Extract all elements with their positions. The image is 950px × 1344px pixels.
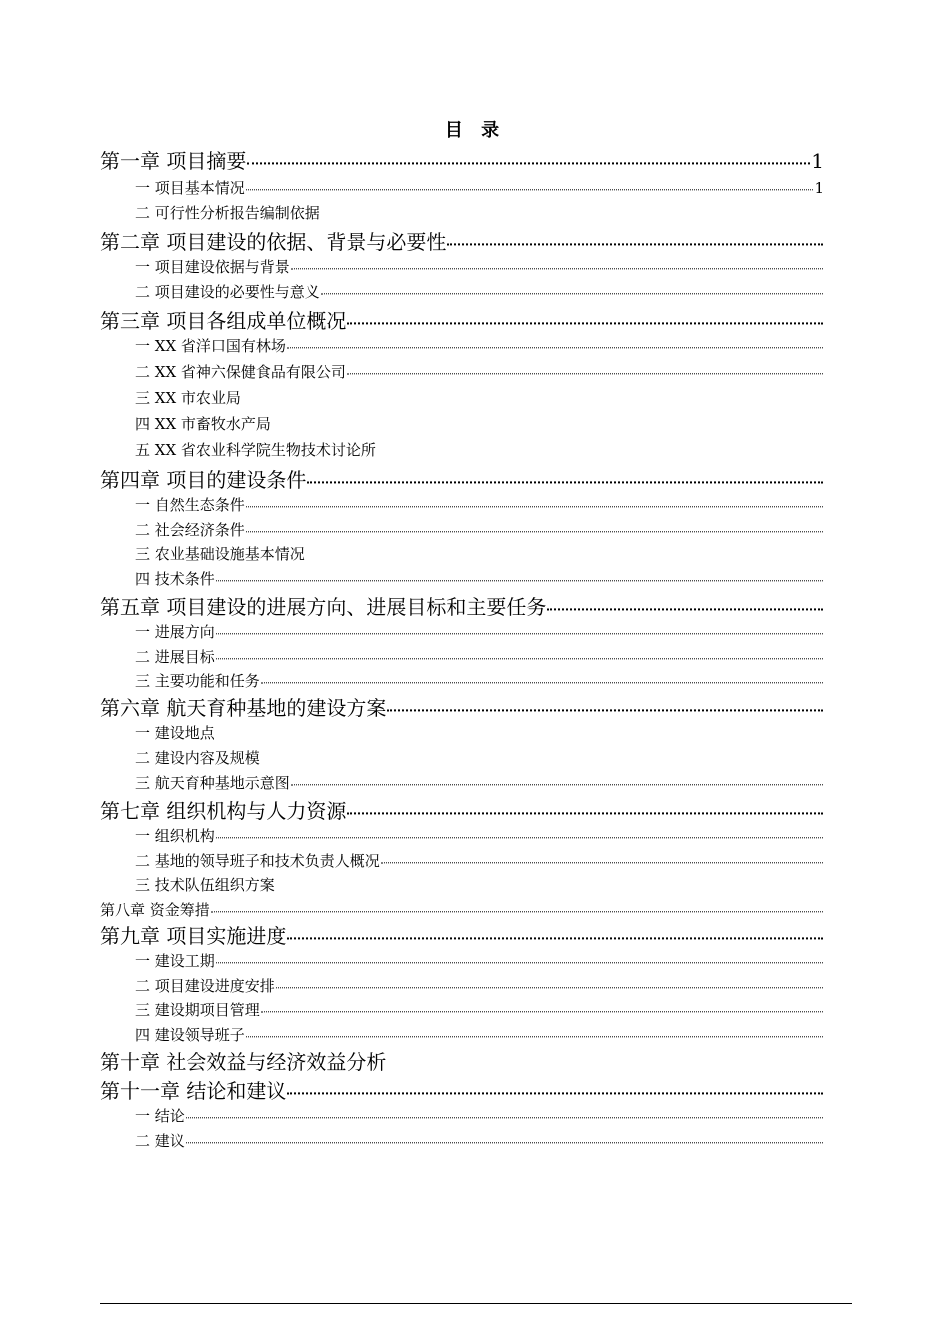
toc-entry-label: 一 进展方向 xyxy=(135,623,215,641)
toc-entry[interactable] xyxy=(100,226,824,254)
toc-entry[interactable] xyxy=(135,722,824,744)
toc-entry-label: 三 技术队伍组织方案 xyxy=(135,876,275,894)
toc-leader-dots xyxy=(216,568,823,581)
toc-entry-label: 一 项目基本情况 xyxy=(135,179,245,197)
toc-entry-label: 第八章 资金筹措 xyxy=(100,901,210,919)
toc-entry-label: 二 社会经济条件 xyxy=(135,521,245,539)
toc-entry[interactable] xyxy=(135,361,824,383)
footer-rule xyxy=(100,1303,852,1304)
toc-entry-label: 第一章 项目摘要 xyxy=(100,149,247,173)
toc-entry[interactable] xyxy=(135,387,824,409)
toc-leader-dots xyxy=(287,1076,823,1094)
toc-leader-dots xyxy=(347,796,823,814)
toc-leader-dots xyxy=(447,227,823,245)
toc-entry[interactable] xyxy=(135,256,824,278)
toc-entry[interactable] xyxy=(135,999,824,1021)
toc-leader-dots xyxy=(347,306,823,324)
toc-entry-label: 一 项目建设依据与背景 xyxy=(135,258,290,276)
toc-entry[interactable] xyxy=(135,772,824,794)
toc-entry[interactable] xyxy=(135,1130,824,1152)
toc-leader-dots xyxy=(186,1130,823,1143)
toc-entry-label: 二 项目建设进度安排 xyxy=(135,977,275,995)
toc-entry-label: 三 农业基础设施基本情况 xyxy=(135,545,305,563)
toc-entry[interactable] xyxy=(135,202,824,224)
toc-leader-dots xyxy=(216,621,823,634)
toc-entry[interactable] xyxy=(135,494,824,516)
toc-entry[interactable] xyxy=(135,850,824,872)
toc-entry-label: 二 XX 省神六保健食品有限公司 xyxy=(135,363,346,381)
toc-entry-label: 第三章 项目各组成单位概况 xyxy=(100,309,347,333)
toc-leader-dots xyxy=(216,825,823,838)
toc-entry-label: 三 主要功能和任务 xyxy=(135,672,260,690)
toc-entry-label: 五 XX 省农业科学院生物技术讨论所 xyxy=(135,441,376,459)
toc-entry-label: 二 基地的领导班子和技术负责人概况 xyxy=(135,852,380,870)
toc-entry[interactable] xyxy=(100,464,824,492)
toc-entry-label: 二 建议 xyxy=(135,1132,185,1150)
toc-leader-dots xyxy=(261,999,823,1012)
toc-leader-dots xyxy=(246,494,823,507)
toc-entry-label: 第十章 社会效益与经济效益分析 xyxy=(100,1050,387,1074)
toc-entry-page: 1 xyxy=(814,179,824,197)
toc-leader-dots xyxy=(246,1024,823,1037)
toc-entry-page: 1 xyxy=(811,149,824,173)
toc-entry[interactable] xyxy=(100,1046,824,1074)
toc-entry-label: 一 建设地点 xyxy=(135,724,215,742)
toc-entry-label: 二 项目建设的必要性与意义 xyxy=(135,283,320,301)
toc-entry[interactable] xyxy=(100,692,824,720)
toc-entry[interactable] xyxy=(135,975,824,997)
toc-entry[interactable] xyxy=(135,950,824,972)
toc-entry[interactable] xyxy=(100,795,824,823)
toc-entry-label: 三 航天育种基地示意图 xyxy=(135,774,290,792)
toc-leader-dots xyxy=(247,146,810,164)
toc-entry[interactable] xyxy=(100,1075,824,1103)
toc-leader-dots xyxy=(321,281,823,294)
toc-entry-label: 三 建设期项目管理 xyxy=(135,1001,260,1019)
toc-entry[interactable] xyxy=(135,519,824,541)
toc-entry-label: 二 进展目标 xyxy=(135,648,215,666)
toc-entry[interactable] xyxy=(135,281,824,303)
toc-leader-dots xyxy=(307,465,823,483)
toc-entry[interactable] xyxy=(135,177,824,199)
toc-entry[interactable] xyxy=(135,874,824,896)
toc-entry[interactable] xyxy=(100,591,824,619)
toc-entry-label: 第二章 项目建设的依据、背景与必要性 xyxy=(100,230,447,254)
toc-entry[interactable] xyxy=(100,145,824,173)
toc-entry[interactable] xyxy=(135,747,824,769)
toc-leader-dots xyxy=(216,950,823,963)
toc-entry[interactable] xyxy=(100,899,824,921)
toc-entry-label: 四 技术条件 xyxy=(135,570,215,588)
toc-entry-label: 一 组织机构 xyxy=(135,827,215,845)
toc-entry-label: 二 可行性分析报告编制依据 xyxy=(135,204,320,222)
toc-leader-dots xyxy=(211,899,823,912)
toc-entry[interactable] xyxy=(135,543,824,565)
toc-entry[interactable] xyxy=(135,646,824,668)
toc-leader-dots xyxy=(387,693,823,711)
toc-entry-label: 第十一章 结论和建议 xyxy=(100,1079,287,1103)
toc-leader-dots xyxy=(246,177,814,190)
toc-entry[interactable] xyxy=(135,568,824,590)
toc-entry[interactable] xyxy=(135,1105,824,1127)
toc-entry-label: 四 建设领导班子 xyxy=(135,1026,245,1044)
toc-leader-dots xyxy=(186,1105,823,1118)
toc-leader-dots xyxy=(287,921,823,939)
toc-leader-dots xyxy=(276,975,823,988)
toc-entry[interactable] xyxy=(135,413,824,435)
toc-leader-dots xyxy=(246,519,823,532)
toc-entry-label: 一 自然生态条件 xyxy=(135,496,245,514)
toc-leader-dots xyxy=(216,646,823,659)
toc-leader-dots xyxy=(347,361,823,374)
toc-entry-label: 二 建设内容及规模 xyxy=(135,749,260,767)
toc-entry[interactable] xyxy=(135,439,824,461)
toc-entry[interactable] xyxy=(135,1024,824,1046)
toc-title: 目 录 xyxy=(444,120,506,141)
toc-entry-label: 第七章 组织机构与人力资源 xyxy=(100,799,347,823)
toc-entry[interactable] xyxy=(100,305,824,333)
toc-entry-label: 第五章 项目建设的进展方向、进展目标和主要任务 xyxy=(100,595,547,619)
toc-leader-dots xyxy=(261,670,823,683)
toc-entry[interactable] xyxy=(135,621,824,643)
toc-entry-label: 四 XX 市畜牧水产局 xyxy=(135,415,271,433)
toc-entry-label: 第六章 航天育种基地的建设方案 xyxy=(100,696,387,720)
toc-entry[interactable] xyxy=(100,920,824,948)
toc-entry[interactable] xyxy=(135,335,824,357)
toc-entry-label: 一 建设工期 xyxy=(135,952,215,970)
toc-entry-label: 一 结论 xyxy=(135,1107,185,1125)
toc-entry-label: 一 XX 省洋口国有林场 xyxy=(135,337,286,355)
toc-leader-dots xyxy=(547,592,823,610)
toc-entry-label: 第九章 项目实施进度 xyxy=(100,924,287,948)
toc-leader-dots xyxy=(291,772,823,785)
toc-entry[interactable] xyxy=(135,670,824,692)
toc-entry-label: 三 XX 市农业局 xyxy=(135,389,241,407)
toc-leader-dots xyxy=(381,850,823,863)
toc-leader-dots xyxy=(287,335,823,348)
toc-leader-dots xyxy=(291,256,823,269)
toc-entry[interactable] xyxy=(135,825,824,847)
toc-entry-label: 第四章 项目的建设条件 xyxy=(100,468,307,492)
